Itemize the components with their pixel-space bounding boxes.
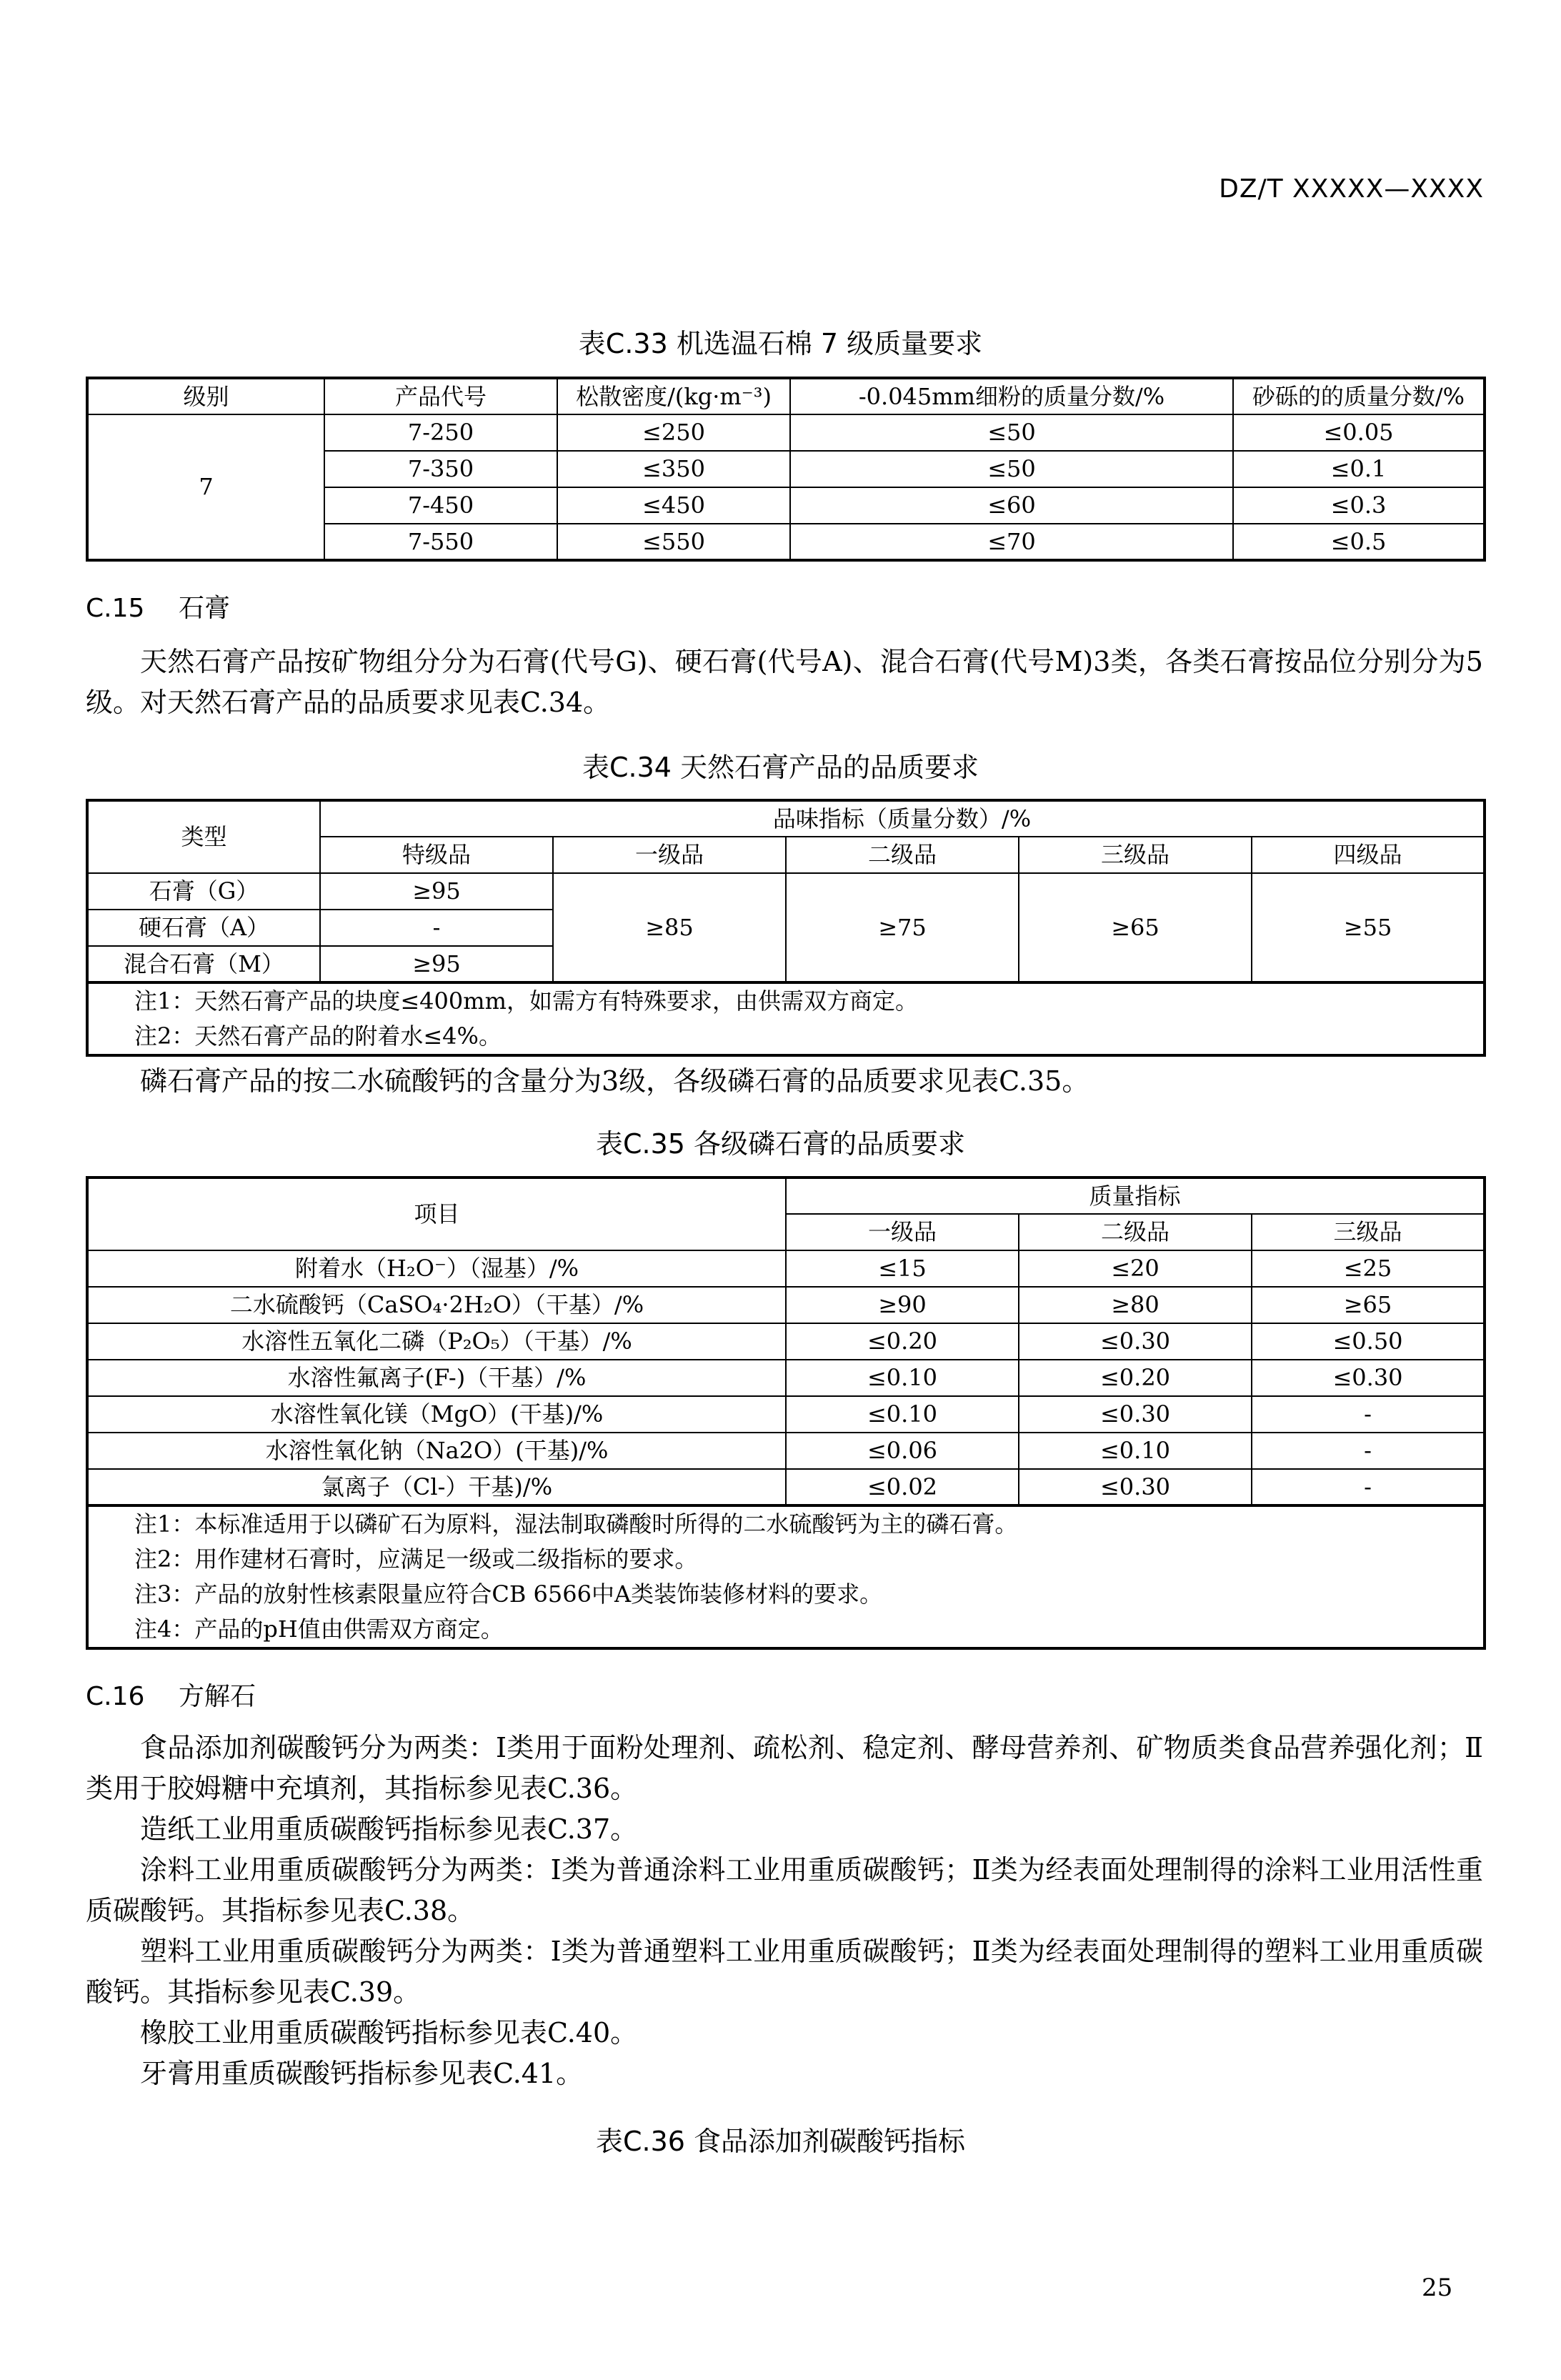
table-header-row [87,378,1485,414]
table-cell: 7-450 [324,487,557,524]
paragraph: 塑料工业用重质碳酸钙分为两类：Ⅰ类为普通塑料工业用重质碳酸钙；Ⅱ类为经表面处理制得的塑料工业用重质碳酸钙。其指标参见表C.39。 [86,1936,1483,2008]
header-cell: 特级品 [320,837,553,873]
table-cell: - [1252,1469,1485,1505]
table-note: 注1：本标准适用于以磷矿石为原料，湿法制取磷酸时所得的二水硫酸钙为主的磷石膏。 [134,1510,1018,1538]
header-cell: 一级品 [786,1214,1019,1250]
table-row [87,414,1485,451]
table-cell: ≥80 [1019,1287,1252,1323]
header-cell: 三级品 [1252,1214,1485,1250]
table-note: 注2：天然石膏产品的附着水≤4%。 [134,1022,502,1050]
paragraph: 涂料工业用重质碳酸钙分为两类：Ⅰ类为普通涂料工业用重质碳酸钙；Ⅱ类为经表面处理制得的涂料工业用活性重质碳酸钙。其指标参见表C.38。 [86,1854,1483,1926]
table-notes-row [87,982,1485,1055]
section-c15-heading [86,588,230,624]
section-title: 方解石 [179,1682,256,1711]
table-cell: ≥95 [320,873,553,910]
table-cell: ≤50 [790,451,1233,487]
table-cell: ≤250 [557,414,790,451]
header-cell: 项目 [87,1177,786,1250]
table-cell: - [320,910,553,946]
table-cell: ≤0.20 [1019,1360,1252,1396]
table-cell: ≥55 [1252,873,1485,982]
page-number: 25 [1422,2274,1453,2302]
table-note: 注2：用作建材石膏时，应满足一级或二级指标的要求。 [134,1545,698,1573]
table-cell: 7-250 [324,414,557,451]
header-cell: -0.045mm细粉的质量分数/% [790,378,1233,414]
table-note: 注3：产品的放射性核素限量应符合CB 6566中A类装饰装修材料的要求。 [134,1580,883,1608]
table-cell: ≤15 [786,1250,1019,1287]
table-cell: 水溶性五氧化二磷（P₂O₅）（干基）/% [87,1323,786,1360]
table-notes-row [87,1505,1485,1648]
header-cell: 三级品 [1019,837,1252,873]
table-header-row [87,1177,1485,1214]
table-cell: ≤0.10 [786,1396,1019,1433]
table-c34 [86,799,1486,1057]
header-cell: 二级品 [786,837,1019,873]
standard-code: DZ/T XXXXX—XXXX [1219,174,1484,204]
table-cell: ≤0.10 [786,1360,1019,1396]
table-cell: ≥65 [1252,1287,1485,1323]
table-cell: - [1252,1433,1485,1469]
table-cell: 7-550 [324,524,557,560]
table-c35-caption: 表C.35 各级磷石膏的品质要求 [595,1128,966,1160]
table-cell: 水溶性氧化镁（MgO）(干基)/% [87,1396,786,1433]
table-cell: ≤0.5 [1233,524,1485,560]
table-cell: ≤450 [557,487,790,524]
table-c36-caption: 表C.36 食品添加剂碳酸钙指标 [595,2126,966,2157]
table-row [87,1469,1485,1505]
table-cell: ≤0.3 [1233,487,1485,524]
table-cell: ≤25 [1252,1250,1485,1287]
grade-cell: 7 [87,414,324,560]
table-row [87,1250,1485,1287]
table-row [87,1360,1485,1396]
table-cell: ≤20 [1019,1250,1252,1287]
table-cell: ≤0.02 [786,1469,1019,1505]
header-cell: 质量指标 [786,1177,1485,1214]
table-cell: ≤0.30 [1019,1469,1252,1505]
table-cell: ≤50 [790,414,1233,451]
header-cell: 四级品 [1252,837,1485,873]
table-cell: ≤0.05 [1233,414,1485,451]
section-c16-heading [86,1676,256,1713]
table-c33-caption: 表C.33 机选温石棉 7 级质量要求 [578,328,983,359]
table-cell: ≤550 [557,524,790,560]
table-cell: ≤0.50 [1252,1323,1485,1360]
section-number: C.15 [86,594,145,623]
table-cell: 水溶性氧化钠（Na2O）(干基)/% [87,1433,786,1469]
table-c34-caption: 表C.34 天然石膏产品的品质要求 [582,752,979,783]
table-cell: 附着水（H₂O⁻）（湿基）/% [87,1250,786,1287]
header-cell: 砂砾的的质量分数/% [1233,378,1485,414]
paragraph: 食品添加剂碳酸钙分为两类：Ⅰ类用于面粉处理剂、疏松剂、稳定剂、酵母营养剂、矿物质类食品营养强化剂；Ⅱ类用于胶姆糖中充填剂，其指标参见表C.36。 [86,1732,1483,1804]
table-cell: 硬石膏（A） [87,910,320,946]
table-cell: ≤0.06 [786,1433,1019,1469]
table-row [87,873,1485,910]
table-cell: ≤60 [790,487,1233,524]
table-cell: ≥85 [553,873,786,982]
table-notes [87,982,1485,1055]
phosphogypsum-paragraph: 磷石膏产品的按二水硫酸钙的含量分为3级，各级磷石膏的品质要求见表C.35。 [140,1065,1089,1097]
table-cell: ≥65 [1019,873,1252,982]
header-cell: 一级品 [553,837,786,873]
header-cell: 品味指标（质量分数）/% [320,800,1485,837]
table-cell: 混合石膏（M） [87,946,320,982]
table-cell: 水溶性氟离子(F-)（干基）/% [87,1360,786,1396]
table-cell: - [1252,1396,1485,1433]
table-cell: 氯离子（Cl-）干基)/% [87,1469,786,1505]
table-cell: ≤0.30 [1252,1360,1485,1396]
table-notes [87,1505,1485,1648]
table-row [87,1287,1485,1323]
section-title: 石膏 [179,594,231,623]
table-cell: 7-350 [324,451,557,487]
table-cell: ≥75 [786,873,1019,982]
table-note: 注4：产品的pH值由供需双方商定。 [134,1615,504,1643]
header-cell: 类型 [87,800,320,873]
table-cell: ≤0.10 [1019,1433,1252,1469]
table-cell: ≤70 [790,524,1233,560]
table-row [87,1396,1485,1433]
table-header-row [87,800,1485,837]
section-c16-body [0,1728,1483,2094]
table-cell: ≤350 [557,451,790,487]
table-note: 注1：天然石膏产品的块度≤400mm，如需方有特殊要求，由供需双方商定。 [134,987,918,1015]
table-cell: ≤0.1 [1233,451,1485,487]
table-cell: ≥95 [320,946,553,982]
paragraph: 牙膏用重质碳酸钙指标参见表C.41。 [140,2058,584,2089]
table-c35 [86,1176,1486,1650]
section-number: C.16 [86,1682,145,1711]
header-cell: 二级品 [1019,1214,1252,1250]
table-cell: 石膏（G） [87,873,320,910]
header-cell: 松散密度/(kg·m⁻³) [557,378,790,414]
table-cell: ≤0.30 [1019,1396,1252,1433]
section-c15-paragraph: 天然石膏产品按矿物组分分为石膏(代号G)、硬石膏(代号A)、混合石膏(代号M)3类，各类石膏按品位分别分为5级。对天然石膏产品的品质要求见表C.34。 [86,646,1483,718]
header-cell: 级别 [87,378,324,414]
table-row [87,1323,1485,1360]
table-cell: ≤0.30 [1019,1323,1252,1360]
table-cell: ≤0.20 [786,1323,1019,1360]
table-row [87,1433,1485,1469]
table-c33 [86,377,1486,562]
paragraph: 造纸工业用重质碳酸钙指标参见表C.37。 [140,1813,638,1845]
table-cell: 二水硫酸钙（CaSO₄·2H₂O）（干基）/% [87,1287,786,1323]
header-cell: 产品代号 [324,378,557,414]
paragraph: 橡胶工业用重质碳酸钙指标参见表C.40。 [140,2017,638,2048]
table-cell: ≥90 [786,1287,1019,1323]
